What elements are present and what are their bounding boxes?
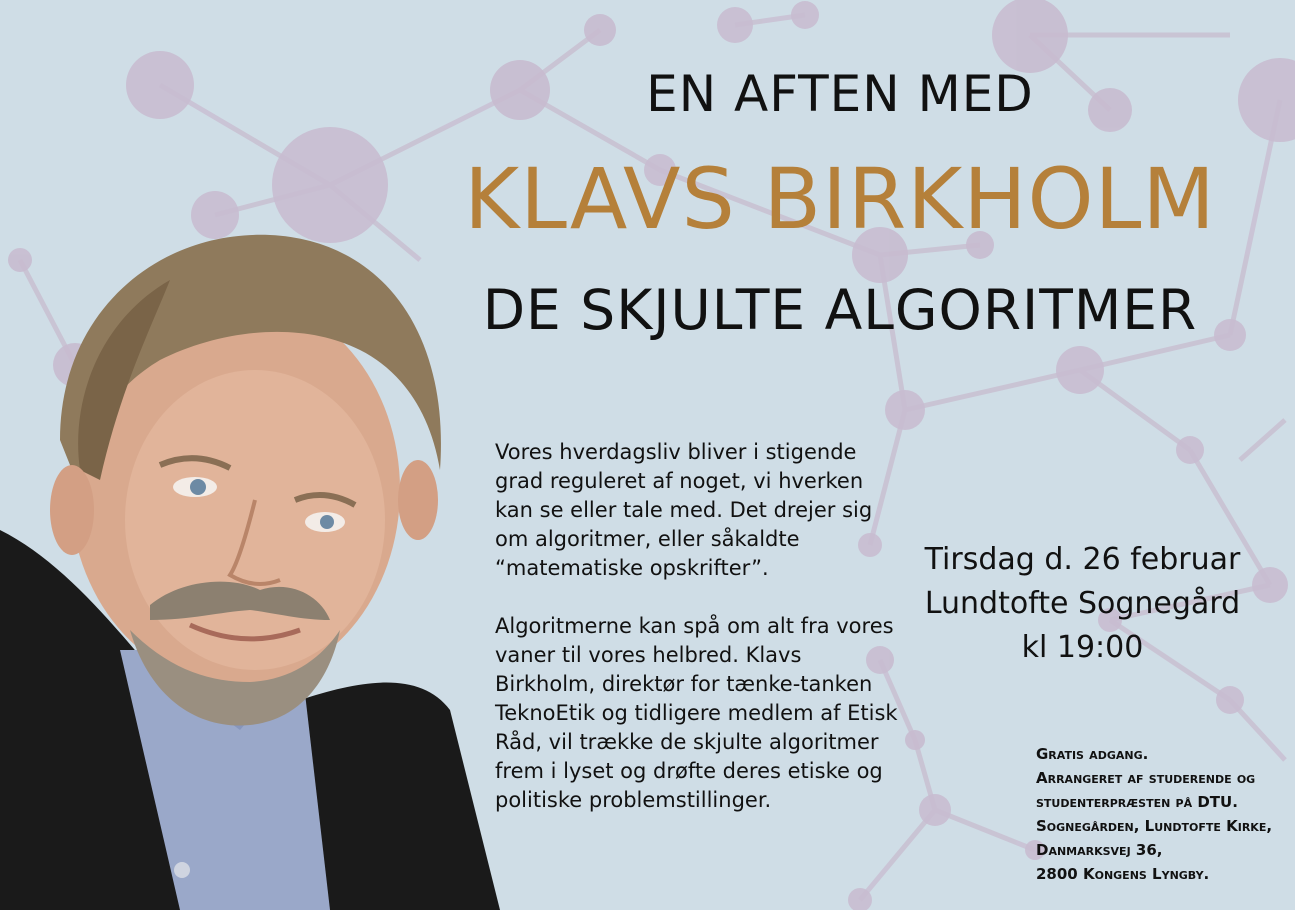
description-paragraph: Vores hverdagsliv bliver i stigende grad reguleret af noget, vi hverken kan se eller tale med. Det drejer sig om algoritmer, eller såkaldte “matematiske opskrifter”. xyxy=(495,440,873,580)
event-date: Tirsdag d. 26 februar xyxy=(924,542,1241,577)
info-line: Gratis adgang. xyxy=(1036,745,1149,763)
practical-info xyxy=(1036,742,1291,886)
info-line: Sognegården, Lundtofte Kirke, xyxy=(1036,817,1273,835)
event-details xyxy=(905,538,1260,670)
info-line: studenterpræsten på DTU. xyxy=(1036,793,1238,811)
info-line: Arrangeret af studerende og xyxy=(1036,769,1256,787)
headline-intro: EN AFTEN MED xyxy=(646,65,1034,123)
speaker-name: KLAVS BIRKHOLM xyxy=(464,150,1216,248)
event-time: kl 19:00 xyxy=(1021,630,1144,665)
talk-title: DE SKJULTE ALGORITMER xyxy=(482,278,1198,342)
info-line: 2800 Kongens Lyngby. xyxy=(1036,865,1210,883)
description xyxy=(495,438,905,844)
description-paragraph: Algoritmerne kan spå om alt fra vores vaner til vores helbred. Klavs Birkholm, direktør for tænke-tanken TeknoEtik og tidligere medlem af Etisk Råd, vil trække de skjulte algoritmer frem i lyset og drøfte deres etiske og politiske problemstillinger. xyxy=(495,614,898,812)
event-location: Lundtofte Sognegård xyxy=(924,586,1241,621)
info-line: Danmarksvej 36, xyxy=(1036,841,1163,859)
